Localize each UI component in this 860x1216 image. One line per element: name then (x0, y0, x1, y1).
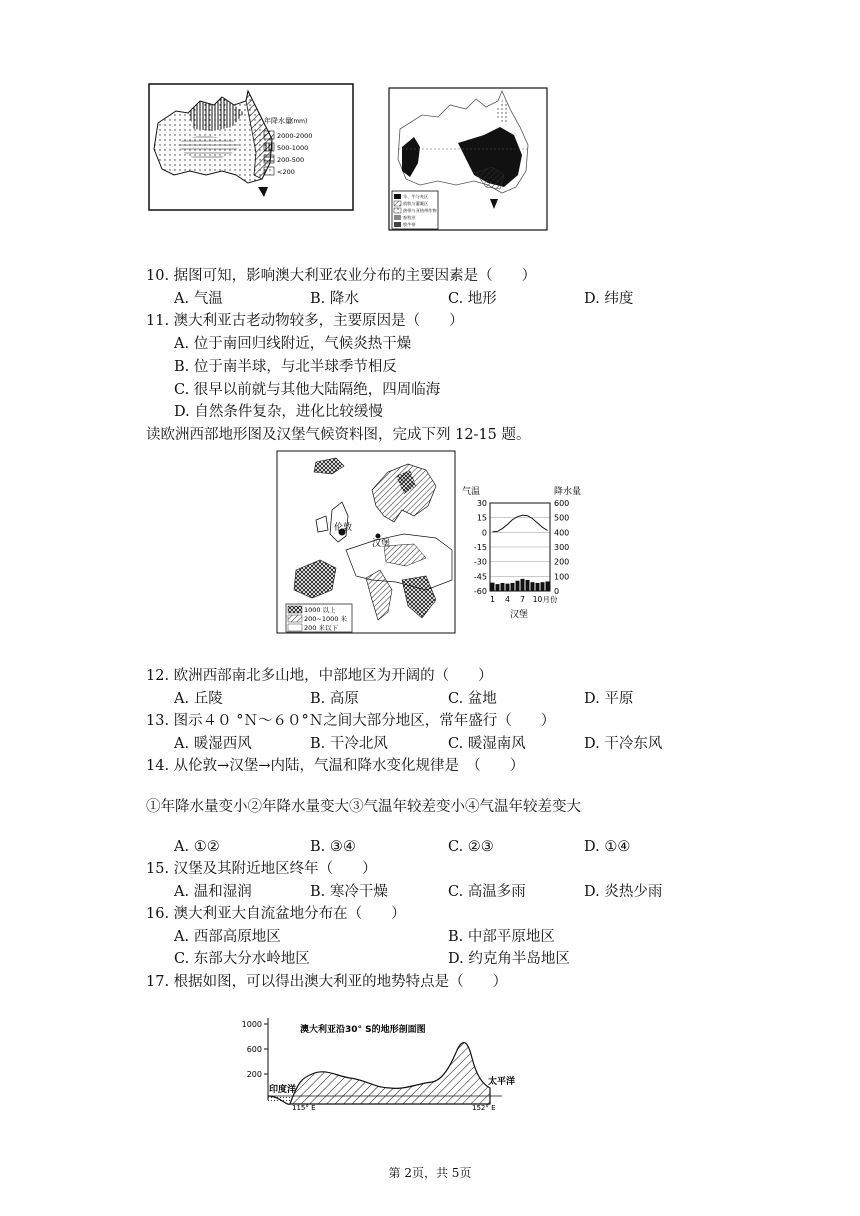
left-tick-label: -60 (473, 587, 487, 596)
q16-option-d[interactable]: D. 约克角半岛地区 (448, 951, 570, 967)
question-15-stem: 15. 汉堡及其附近地区终年（ ） (146, 861, 377, 877)
right-tick-label: 0 (554, 587, 560, 596)
profile-y-tick: 1000 (241, 1020, 262, 1029)
western-europe-terrain-map (276, 450, 456, 634)
question-14-statement: ①年降水量变小②年降水量变大③气温年较差变小④气温年较差变大 (146, 799, 581, 815)
precip-bar (516, 581, 520, 591)
q14-option-a[interactable]: A. ①② (174, 839, 220, 855)
fig2-legend-item: 畜牧业 (403, 215, 416, 220)
x-tick-label: 1 (490, 595, 495, 604)
precip-bar (526, 580, 530, 591)
australia-agriculture-map (388, 87, 548, 231)
map-label-london: 伦敦 (334, 523, 353, 533)
profile-left-label: 印度洋 (269, 1085, 297, 1095)
precip-bar (531, 582, 535, 591)
question-11-stem: 11. 澳大利亚古老动物较多，主要原因是（ ） (146, 313, 464, 329)
left-tick-label: 0 (481, 528, 487, 538)
chart-right-title: 降水量 (554, 487, 582, 497)
q13-option-c[interactable]: C. 暖湿南风 (448, 736, 526, 752)
q11-option-b[interactable]: B. 位于南半球，与北半球季节相反 (174, 359, 397, 375)
right-tick-label: 300 (554, 543, 570, 552)
x-suffix-label: 月份 (542, 595, 558, 604)
q14-option-d[interactable]: D. ①④ (584, 839, 631, 855)
q12-option-d[interactable]: D. 平原 (584, 691, 634, 707)
left-tick-label: -15 (473, 543, 487, 552)
fig1-legend-unit: (mm) (291, 118, 308, 125)
fig1-legend-title: 年降水量 (264, 117, 292, 125)
question-17-stem: 17. 根据如图，可以得出澳大利亚的地势特点是（ ） (146, 974, 508, 990)
fig2-legend-item: 牧牛带 (403, 222, 416, 227)
question-14-stem: 14. 从伦敦→汉堡→内陆，气温和降水变化规律是 （ ） (146, 758, 525, 774)
question-10-stem: 10. 据图可知，影响澳大利亚农业分布的主要因素是（ ） (146, 268, 537, 284)
section-intro: 读欧洲西部地形图及汉堡气候资料图，完成下列 12-15 题。 (146, 427, 531, 443)
question-13-stem: 13. 图示４０ °Ｎ～６０°Ｎ之间大部分地区，常年盛行（ ） (146, 713, 556, 729)
q15-option-b[interactable]: B. 寒冷干燥 (310, 884, 388, 900)
profile-x-left: 115° E (292, 1104, 316, 1112)
right-tick-label: 600 (554, 499, 570, 508)
q15-option-c[interactable]: C. 高温多雨 (448, 884, 526, 900)
x-tick-label: 10 (532, 595, 543, 604)
fig1-legend-item: 2000-2000 (277, 132, 313, 140)
fig2-legend-item: 羊、牛与麦区 (403, 194, 429, 199)
precip-bar (521, 579, 525, 591)
profile-y-tick: 600 (246, 1045, 262, 1054)
q13-option-a[interactable]: A. 暖湿西风 (174, 736, 252, 752)
map-legend-item: 1000 以上 (304, 606, 336, 614)
fig1-legend-item: 500-1000 (277, 144, 309, 152)
fig1-legend-item: 200-500 (277, 156, 305, 164)
left-tick-label: 15 (476, 513, 487, 523)
question-12-stem: 12. 欧洲西部南北多山地，中部地区为开阔的（ ） (146, 668, 493, 684)
profile-right-label: 太平洋 (488, 1077, 516, 1087)
q14-option-b[interactable]: B. ③④ (310, 839, 356, 855)
x-tick-label: 4 (505, 595, 510, 604)
q12-option-a[interactable]: A. 丘陵 (174, 691, 223, 707)
right-tick-label: 400 (554, 528, 570, 538)
q10-option-d[interactable]: D. 纬度 (584, 291, 634, 307)
chart-left-title: 气温 (462, 487, 481, 497)
fig1-legend-item: <200 (277, 168, 295, 176)
q13-option-b[interactable]: B. 干冷北风 (310, 736, 388, 752)
fig2-legend-item: 放牧与灌溉区 (403, 201, 429, 206)
precip-bar (541, 582, 545, 591)
precip-bar (496, 584, 500, 591)
profile-title: 澳大利亚沿30° S的地形剖面图 (300, 1025, 426, 1035)
map-legend-item: 200~1000 米 (304, 615, 347, 623)
q16-option-b[interactable]: B. 中部平原地区 (448, 929, 555, 945)
q10-option-b[interactable]: B. 降水 (310, 291, 359, 307)
australia-terrain-profile (240, 1012, 520, 1112)
right-tick-label: 200 (554, 557, 570, 567)
left-tick-label: -45 (473, 572, 487, 582)
x-tick-label: 7 (520, 595, 525, 604)
australia-precipitation-map (148, 83, 354, 211)
right-tick-label: 100 (554, 572, 570, 582)
q14-option-c[interactable]: C. ②③ (448, 839, 494, 855)
fig2-legend-item: 热带与亚热带作物 (403, 208, 437, 213)
hamburg-climate-chart (456, 483, 588, 619)
chart-caption: 汉堡 (509, 610, 529, 619)
q13-option-d[interactable]: D. 干冷东风 (584, 736, 663, 752)
page-footer: 第 2页，共 5页 (388, 1166, 472, 1180)
precip-bar (491, 583, 495, 591)
question-16-stem: 16. 澳大利亚大自流盆地分布在（ ） (146, 906, 406, 922)
right-tick-label: 500 (554, 513, 570, 523)
precip-bar (501, 583, 505, 591)
q10-option-a[interactable]: A. 气温 (174, 291, 223, 307)
q12-option-b[interactable]: B. 高原 (310, 691, 359, 707)
left-tick-label: 30 (476, 499, 487, 508)
profile-x-right: 152° E (472, 1104, 496, 1112)
left-tick-label: -30 (473, 557, 487, 567)
profile-y-tick: 200 (246, 1070, 262, 1079)
q16-option-c[interactable]: C. 东部大分水岭地区 (174, 951, 310, 967)
precip-bar (546, 581, 550, 591)
q10-option-c[interactable]: C. 地形 (448, 291, 497, 307)
precip-bar (506, 584, 510, 591)
q11-option-c[interactable]: C. 很早以前就与其他大陆隔绝，四周临海 (174, 382, 441, 398)
q15-option-a[interactable]: A. 温和湿润 (174, 884, 252, 900)
precip-bar (536, 583, 540, 591)
map-label-hamburg: 汉堡 (372, 539, 391, 549)
precip-bar (511, 583, 515, 591)
q15-option-d[interactable]: D. 炎热少雨 (584, 884, 663, 900)
q11-option-a[interactable]: A. 位于南回归线附近，气候炎热干燥 (174, 336, 412, 352)
q12-option-c[interactable]: C. 盆地 (448, 691, 497, 707)
q16-option-a[interactable]: A. 西部高原地区 (174, 929, 281, 945)
q11-option-d[interactable]: D. 自然条件复杂，进化比较缓慢 (174, 404, 383, 420)
map-legend-item: 200 米以下 (304, 624, 338, 632)
